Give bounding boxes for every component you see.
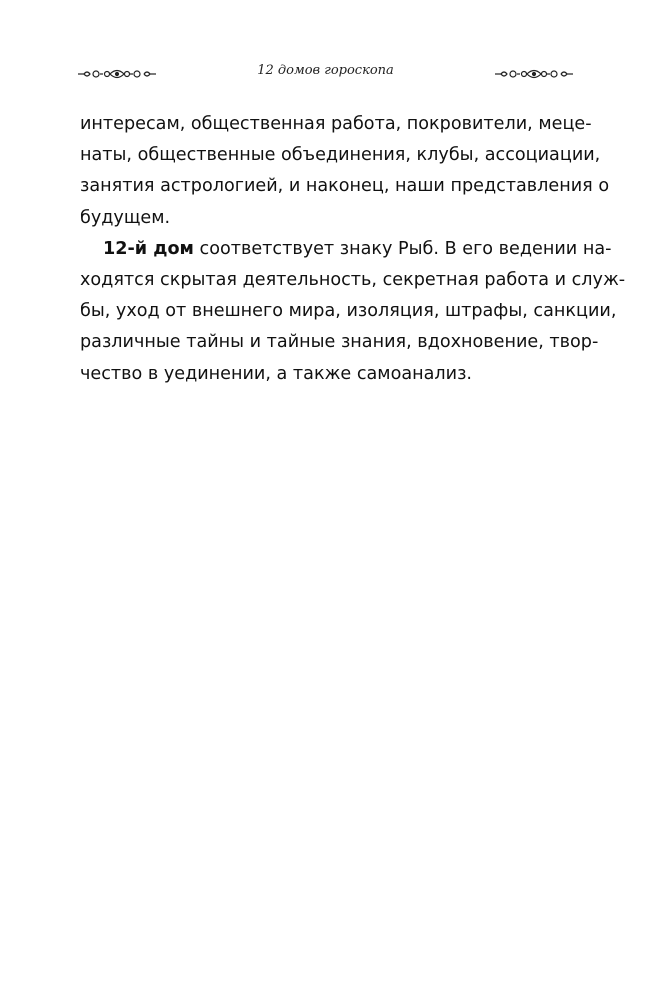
body-text bbox=[80, 109, 626, 390]
text-line: чество в уединении, а также самоанализ. bbox=[80, 363, 473, 384]
text-line: бы, уход от внешнего мира, изоляция, штрафы, санкции, bbox=[80, 301, 617, 322]
paragraph-continued bbox=[80, 109, 610, 234]
text-line-rest: соответствует знаку Рыб. В его ведении на- bbox=[193, 238, 612, 259]
text-line: занятия астрологией, и наконец, наши представления о bbox=[80, 176, 610, 197]
running-title: 12 домов гороскопа bbox=[257, 63, 394, 78]
text-line: интересам, общественная работа, покровители, меце- bbox=[80, 114, 592, 134]
text-line: будущем. bbox=[80, 207, 171, 228]
text-line: ходятся скрытая деятельность, секретная работа и служ- bbox=[80, 269, 626, 290]
running-header bbox=[78, 60, 573, 88]
text-line-first bbox=[80, 234, 612, 265]
house-number-bold: 12-й дом bbox=[103, 238, 194, 259]
text-line: наты, общественные объединения, клубы, ассоциации, bbox=[80, 145, 601, 166]
text-line: различные тайны и тайные знания, вдохновение, твор- bbox=[80, 332, 599, 353]
right-ornament-icon bbox=[495, 64, 573, 84]
paragraph-twelfth-house bbox=[80, 234, 626, 390]
